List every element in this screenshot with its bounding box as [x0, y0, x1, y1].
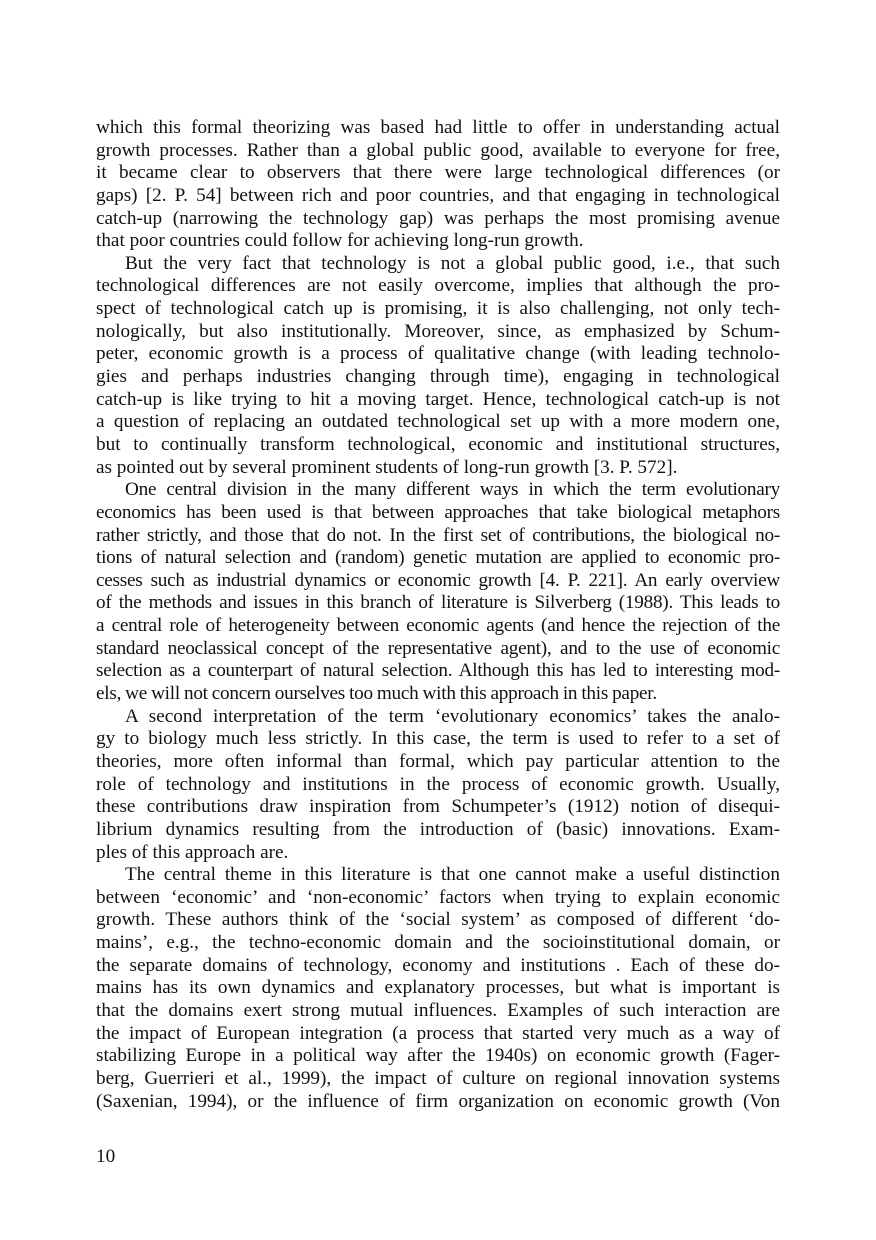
text-line: One central division in the many different ways in which the term evolutionary: [125, 479, 780, 501]
page-body: [96, 117, 780, 1113]
text-line: the impact of European integration (a process that started very much as a way of: [96, 1022, 780, 1044]
text-line: (Saxenian, 1994), or the influence of firm organization on economic growth (Von: [96, 1090, 780, 1112]
text-line: spect of technological catch up is promising, it is also challenging, not only tech-: [96, 298, 780, 320]
text-line: peter, economic growth is a process of qualitative change (with leading technolo-: [96, 343, 780, 365]
text-line: technological differences are not easily overcome, implies that although the pro-: [96, 275, 780, 297]
text-line: which this formal theorizing was based had little to offer in understanding actual: [96, 117, 780, 138]
text-line: mains’, e.g., the techno-economic domain and the socioinstitutional domain, or: [96, 932, 780, 954]
paragraph: [96, 706, 780, 864]
text-line: a central role of heterogeneity between economic agents (and hence the rejection of the: [96, 615, 780, 637]
text-line: gy to biology much less strictly. In this case, the term is used to refer to a set of: [96, 728, 780, 750]
page-number: 10: [96, 1146, 116, 1167]
text-line: between ‘economic’ and ‘non-economic’ factors when trying to explain economic: [96, 886, 780, 908]
text-line: The central theme in this literature is that one cannot make a useful distinction: [125, 864, 780, 886]
text-line: standard neoclassical concept of the representative agent), and to the use of economic: [96, 637, 780, 659]
paragraph: [96, 117, 780, 253]
text-line: mains has its own dynamics and explanatory processes, but what is important is: [96, 977, 780, 999]
text-line: role of technology and institutions in the process of economic growth. Usually,: [96, 773, 780, 795]
text-line: els, we will not concern ourselves too much with this approach in this paper.: [96, 683, 657, 705]
text-line: cesses such as industrial dynamics or economic growth [4. P. 221]. An early overview: [96, 569, 780, 591]
text-line: these contributions draw inspiration from Schumpeter’s (1912) notion of disequi-: [96, 796, 780, 818]
text-line: it became clear to observers that there were large technological differences (or: [96, 162, 780, 184]
text-line: tions of natural selection and (random) genetic mutation are applied to economic pro-: [96, 547, 780, 569]
text-line: gies and perhaps industries changing through time), engaging in technological: [96, 366, 780, 388]
text-line: that the domains exert strong mutual influences. Examples of such interaction are: [96, 999, 780, 1021]
text-line: the separate domains of technology, economy and institutions . Each of these do-: [96, 954, 780, 976]
paragraph: [96, 864, 780, 1113]
text-line: growth processes. Rather than a global public good, available to everyone for free,: [96, 139, 780, 161]
text-line: berg, Guerrieri et al., 1999), the impact of culture on regional innovation systems: [96, 1067, 780, 1089]
text-line: ples of this approach are.: [96, 841, 289, 863]
text-line: as pointed out by several prominent students of long-run growth [3. P. 572].: [96, 456, 678, 478]
text-line: librium dynamics resulting from the introduction of (basic) innovations. Exam-: [96, 818, 780, 840]
text-line: but to continually transform technological, economic and institutional structures,: [96, 433, 780, 455]
text-line: stabilizing Europe in a political way after the 1940s) on economic growth (Fager-: [96, 1045, 780, 1067]
text-line: a question of replacing an outdated technological set up with a more modern one,: [96, 411, 780, 433]
paragraph: [96, 479, 780, 705]
text-line: But the very fact that technology is not a global public good, i.e., that such: [125, 252, 780, 274]
paragraph: [96, 253, 780, 479]
text-line: selection as a counterpart of natural selection. Although this has led to interesting mod-: [96, 660, 780, 682]
text-line: of the methods and issues in this branch of literature is Silverberg (1988). This leads to: [96, 592, 780, 614]
text-line: theories, more often informal than formal, which pay particular attention to the: [96, 750, 780, 772]
text-line: gaps) [2. P. 54] between rich and poor countries, and that engaging in technological: [96, 184, 780, 206]
text-line: nologically, but also institutionally. Moreover, since, as emphasized by Schum-: [96, 320, 780, 342]
text-line: rather strictly, and those that do not. In the first set of contributions, the biological no-: [96, 524, 780, 546]
text-line: that poor countries could follow for achieving long-run growth.: [96, 230, 584, 252]
text-line: catch-up (narrowing the technology gap) was perhaps the most promising avenue: [96, 207, 780, 229]
text-line: catch-up is like trying to hit a moving target. Hence, technological catch-up is not: [96, 388, 780, 410]
text-line: A second interpretation of the term ‘evolutionary economics’ takes the analo-: [125, 705, 780, 727]
text-line: growth. These authors think of the ‘social system’ as composed of different ‘do-: [96, 909, 780, 931]
text-line: economics has been used is that between approaches that take biological metaphors: [96, 501, 780, 523]
